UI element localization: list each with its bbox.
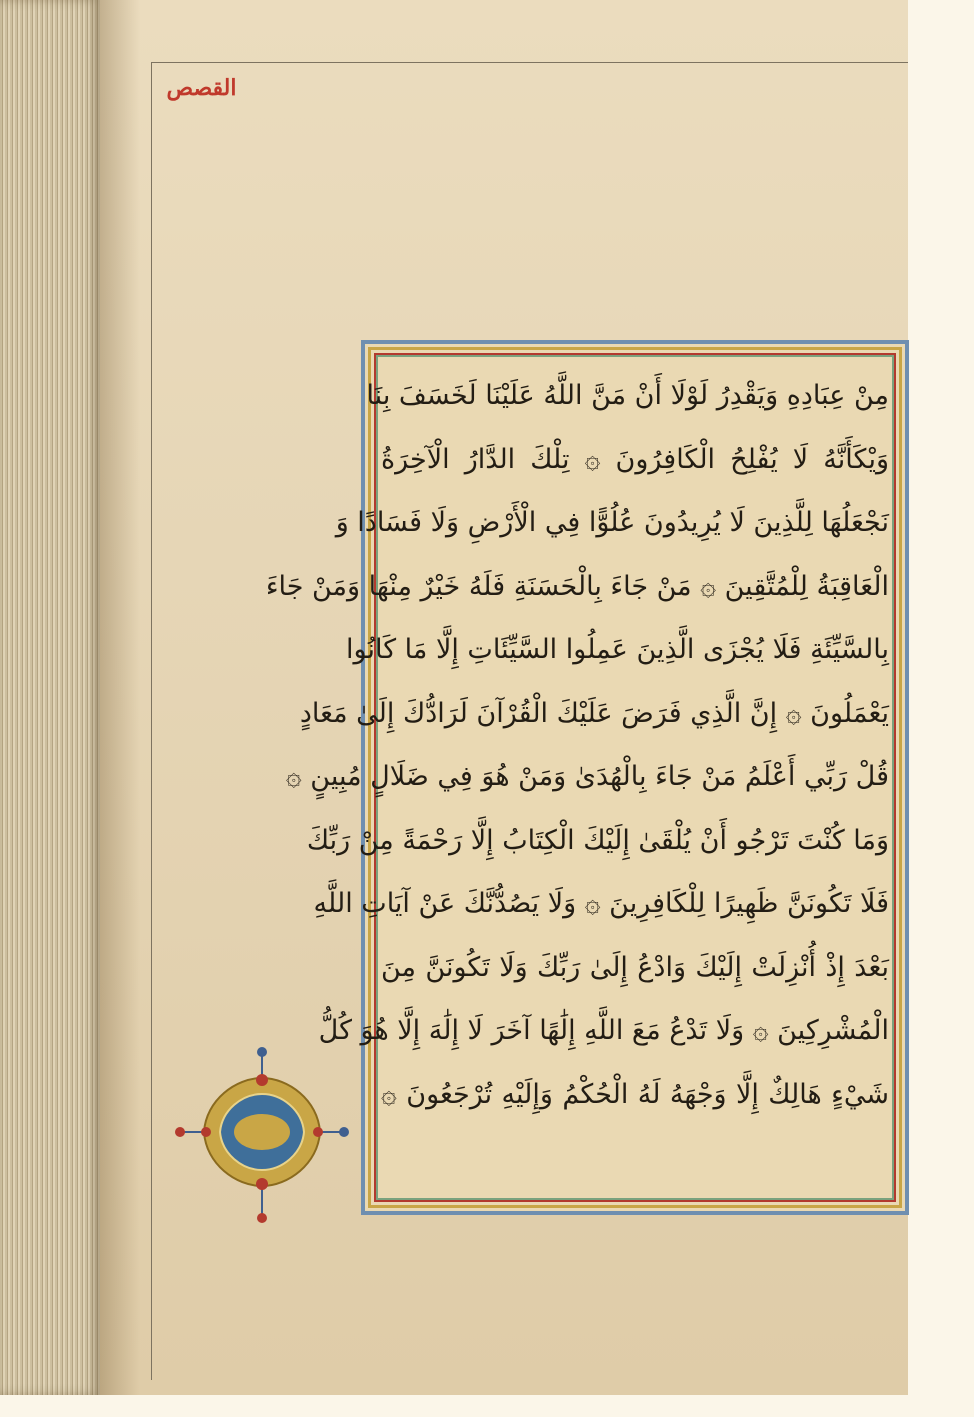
verse-line: قُلْ رَبِّي أَعْلَمُ مَنْ جَاءَ بِالْهُدَىٰ وَمَنْ هُوَ فِي ضَلَالٍ مُبِينٍ ۞ [285, 761, 889, 792]
verse-line: الْمُشْرِكِينَ ۞ وَلَا تَدْعُ مَعَ اللَّهِ إِلَٰهًا آخَرَ لَا إِلَٰهَ إِلَّا هُوَ كُلُّ [318, 1015, 889, 1046]
verse-line: يَعْمَلُونَ ۞ إِنَّ الَّذِي فَرَضَ عَلَيْكَ الْقُرْآنَ لَرَادُّكَ إِلَىٰ مَعَادٍ [299, 697, 889, 729]
margin-rule-horizontal [151, 62, 908, 63]
verse-line: مِنْ عِبَادِهِ وَيَقْدِرُ لَوْلَا أَنْ مَنَّ اللَّهُ عَلَيْنَا لَخَسَفَ بِنَا [366, 380, 889, 411]
verse-line: الْعَاقِبَةُ لِلْمُتَّقِينَ ۞ مَنْ جَاءَ بِالْحَسَنَةِ فَلَهُ خَيْرٌ مِنْهَا وَمَنْ جَاءَ [265, 570, 889, 602]
verse-line: فَلَا تَكُونَنَّ ظَهِيرًا لِلْكَافِرِينَ ۞ وَلَا يَصُدُّنَّكَ عَنْ آيَاتِ اللَّهِ [313, 888, 889, 919]
surah-title: القصص [166, 75, 237, 101]
verse-line: نَجْعَلُهَا لِلَّذِينَ لَا يُرِيدُونَ عُلُوًّا فِي الْأَرْضِ وَلَا فَسَادًا وَ [335, 507, 889, 538]
verse-text-block [265, 364, 889, 1191]
verse-line: بِالسَّيِّئَةِ فَلَا يُجْزَى الَّذِينَ عَمِلُوا السَّيِّئَاتِ إِلَّا مَا كَانُوا [346, 634, 889, 665]
verse-line: وَيْكَأَنَّهُ لَا يُفْلِحُ الْكَافِرُونَ ۞ تِلْكَ الدَّارُ الْآخِرَةُ [381, 443, 889, 475]
book-page-edges [0, 0, 100, 1395]
illuminated-medallion-icon [168, 1040, 356, 1230]
spine-shadow [100, 0, 140, 1395]
verse-line: بَعْدَ إِذْ أُنْزِلَتْ إِلَيْكَ وَادْعُ إِلَىٰ رَبِّكَ وَلَا تَكُونَنَّ مِنَ [381, 951, 889, 983]
verse-line: شَيْءٍ هَالِكٌ إِلَّا وَجْهَهُ لَهُ الْحُكْمُ وَإِلَيْهِ تُرْجَعُونَ ۞ [381, 1078, 889, 1110]
margin-rule-vertical [151, 62, 152, 1380]
illuminated-text-frame [265, 340, 909, 1215]
verse-line: وَمَا كُنْتَ تَرْجُو أَنْ يُلْقَىٰ إِلَيْكَ الْكِتَابُ إِلَّا رَحْمَةً مِنْ رَبِّكَ [306, 824, 889, 856]
